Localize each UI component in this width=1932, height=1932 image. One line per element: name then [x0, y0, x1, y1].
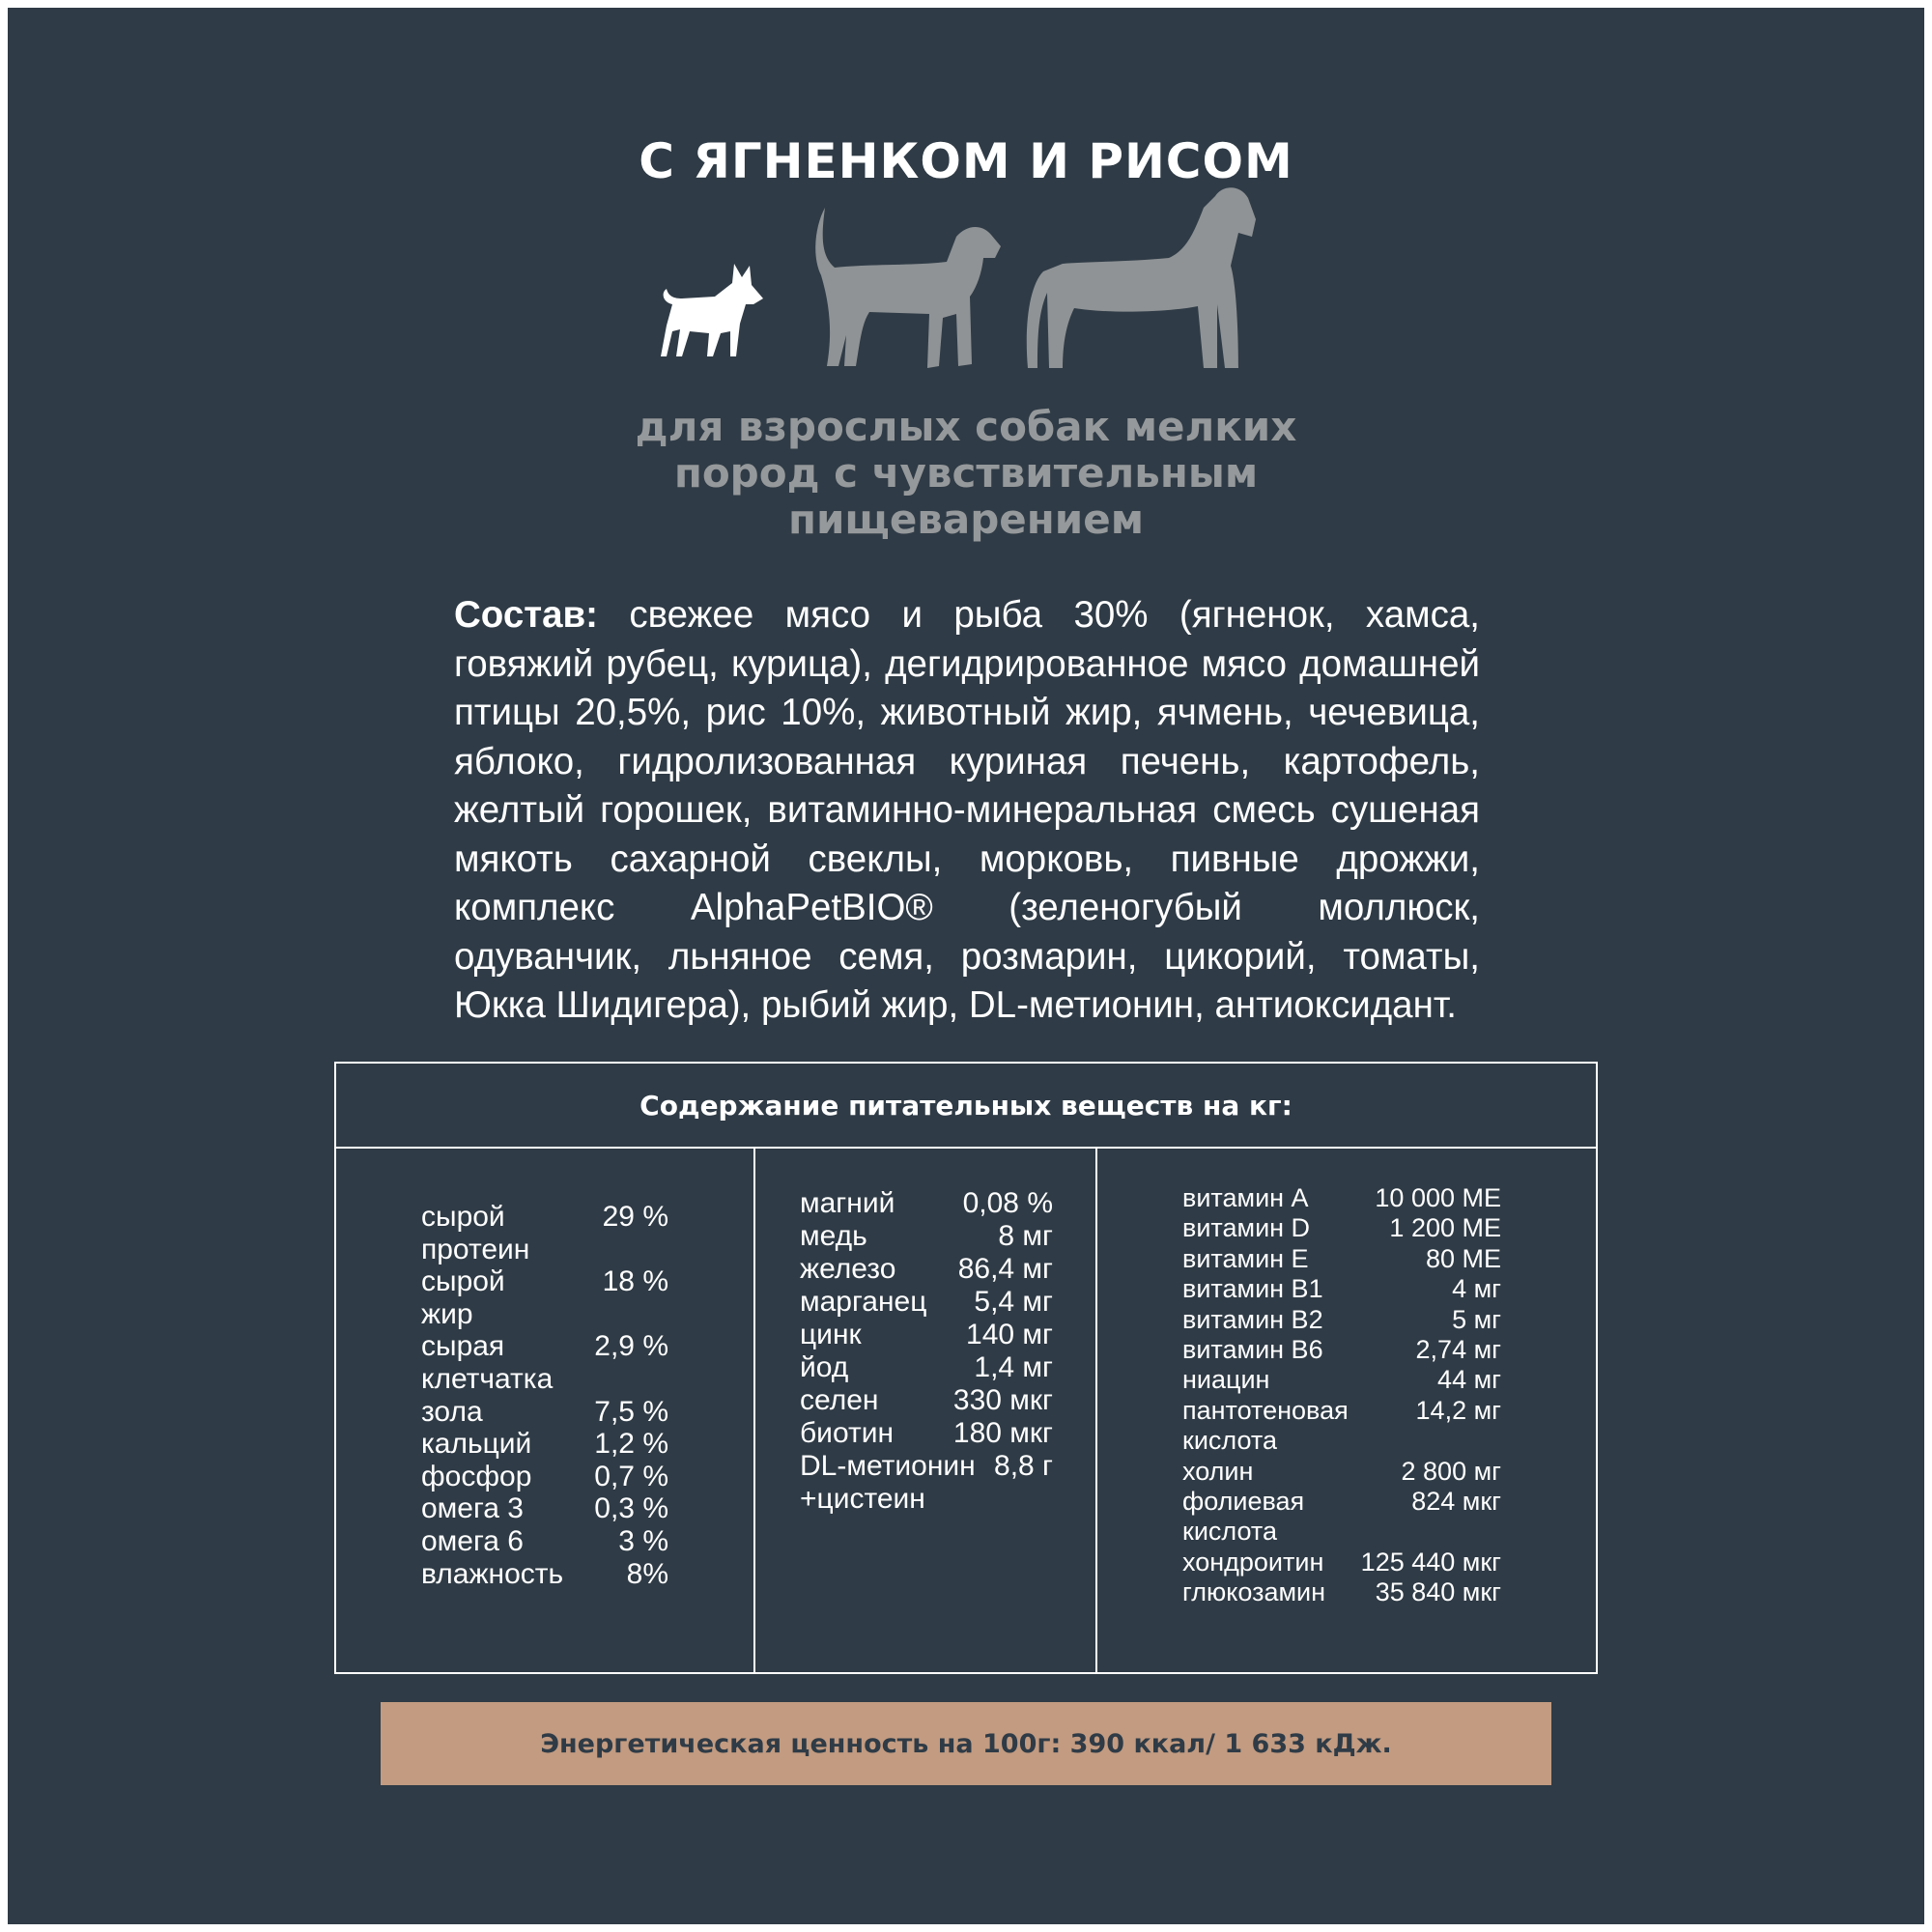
nutrient-name: влажность [421, 1557, 564, 1590]
nutrient-row [1182, 1274, 1501, 1304]
large-dog-icon [1027, 187, 1256, 368]
nutrient-name: кальций [421, 1428, 532, 1461]
nutrient-name: медь [800, 1220, 867, 1252]
nutrient-name: холин [1182, 1456, 1254, 1486]
nutrient-row [1182, 1365, 1501, 1395]
nutrient-row [1182, 1396, 1501, 1457]
nutrient-row [800, 1253, 1053, 1286]
subtitle [0, 404, 1932, 543]
composition-label: Состав: [454, 594, 598, 636]
column-divider [1095, 1149, 1097, 1672]
nutrient-name: витамин B1 [1182, 1274, 1323, 1304]
nutrient-row [421, 1428, 668, 1461]
nutrient-row [800, 1450, 1053, 1516]
nutrient-name: омега 6 [421, 1524, 524, 1557]
nutrient-value: 14,2 мг [1415, 1395, 1501, 1425]
nutrient-value: 80 МЕ [1425, 1243, 1501, 1273]
nutrient-name: витамин D [1182, 1213, 1311, 1243]
nutrient-value: 180 мкг [952, 1417, 1053, 1449]
nutrient-value: 140 мг [966, 1319, 1053, 1350]
nutrient-value: 4 мг [1452, 1274, 1501, 1304]
nutrient-name: глюкозамин [1182, 1577, 1326, 1607]
nutrient-value: 2,74 мг [1415, 1335, 1501, 1365]
nutrient-row [421, 1525, 668, 1558]
nutrient-value: 18 % [602, 1265, 668, 1298]
nutrient-row [421, 1265, 668, 1330]
nutrient-name: DL-метионин +цистеин [800, 1450, 976, 1515]
nutrient-name: витамин E [1182, 1243, 1309, 1273]
nutrient-value: 0,7 % [594, 1460, 668, 1492]
small-dog-icon [661, 264, 763, 356]
nutrient-row [421, 1492, 668, 1525]
nutrients-column-vitamins [1182, 1183, 1501, 1608]
nutrient-row [1182, 1548, 1501, 1577]
nutrient-name: сырой жир [421, 1265, 505, 1330]
nutrient-name: биотин [800, 1417, 895, 1449]
nutrient-value: 1 200 МЕ [1389, 1213, 1501, 1243]
nutrient-name: хондроитин [1182, 1547, 1324, 1577]
nutrient-row [421, 1558, 668, 1591]
nutrient-value: 125 440 мкг [1360, 1547, 1501, 1577]
nutrient-value: 330 мкг [952, 1384, 1053, 1416]
nutrient-row [421, 1201, 668, 1265]
subtitle-line: для взрослых собак мелких [635, 403, 1297, 450]
nutrient-name: цинк [800, 1319, 862, 1350]
nutrient-name: витамин B6 [1182, 1335, 1323, 1365]
nutrient-name: сырой протеин [421, 1201, 530, 1265]
nutrient-row [421, 1461, 668, 1493]
nutrient-row [1182, 1457, 1501, 1487]
nutrient-name: ниацин [1182, 1365, 1270, 1395]
nutrient-name: пантотеновая кислота [1182, 1395, 1349, 1456]
nutrient-row [1182, 1335, 1501, 1365]
nutrient-value: 86,4 мг [957, 1253, 1053, 1285]
nutrient-value: 8% [626, 1557, 668, 1590]
nutrient-name: фосфор [421, 1460, 532, 1492]
nutrient-value: 35 840 мкг [1375, 1577, 1501, 1607]
nutrient-name: зола [421, 1395, 483, 1428]
nutrient-value: 824 мкг [1411, 1487, 1501, 1517]
nutrient-name: фолиевая кислота [1182, 1487, 1305, 1547]
nutrient-value: 29 % [602, 1201, 668, 1233]
column-divider [753, 1149, 755, 1672]
nutrients-column-minerals [800, 1187, 1053, 1516]
nutrient-value: 2 800 мг [1401, 1456, 1501, 1486]
nutrient-value: 3 % [618, 1524, 668, 1557]
nutrient-name: витамин A [1182, 1183, 1309, 1212]
nutrients-column-main [421, 1201, 668, 1590]
nutrient-row [421, 1396, 668, 1429]
nutrient-name: витамин B2 [1182, 1304, 1323, 1334]
nutrient-row [1182, 1213, 1501, 1243]
subtitle-line: пород с чувствительным [673, 449, 1259, 497]
nutrient-row [421, 1330, 668, 1395]
nutrient-row [800, 1417, 1053, 1450]
nutrient-name: йод [800, 1351, 849, 1383]
energy-value-bar: Энергетическая ценность на 100г: 390 ккал/ 1 633 кДж. [381, 1702, 1551, 1785]
nutrient-name: селен [800, 1384, 879, 1416]
nutrient-row [1182, 1305, 1501, 1335]
nutrient-row [800, 1351, 1053, 1384]
nutrient-name: железо [800, 1253, 896, 1285]
nutrient-value: 1,2 % [594, 1428, 668, 1461]
dog-size-icons [657, 179, 1285, 391]
nutrient-value: 1,4 мг [974, 1351, 1053, 1383]
nutrient-row [1182, 1487, 1501, 1548]
nutrient-row [800, 1220, 1053, 1253]
nutrient-row [800, 1384, 1053, 1417]
product-title: С ЯГНЕНКОМ И РИСОМ [639, 133, 1293, 189]
nutrient-value: 5,4 мг [974, 1286, 1053, 1318]
nutrient-value: 7,5 % [594, 1395, 668, 1428]
nutrient-name: марганец [800, 1286, 927, 1318]
nutrient-row [800, 1319, 1053, 1351]
nutrient-name: магний [800, 1187, 895, 1219]
subtitle-line: пищеварением [787, 496, 1145, 543]
nutrients-table [334, 1062, 1598, 1674]
medium-dog-icon [815, 208, 1001, 368]
nutrient-row [1182, 1577, 1501, 1607]
composition-block [454, 591, 1480, 1031]
nutrient-row [800, 1187, 1053, 1220]
nutrient-name: сырая клетчатка [421, 1330, 554, 1395]
nutrient-row [1182, 1183, 1501, 1213]
composition-text: свежее мясо и рыба 30% (ягненок, хамса, говяжий рубец, курица), дегидрированное мясо домашней птицы 20,5%, рис 10%, животный жир, ячмень, чечевица, яблоко, гидролизованная куриная печень, картофель, желтый горошек, витаминно-минеральная смесь сушеная мякоть сахарной свеклы, морковь, пивные дрожжи, комплекс AlphaPetBIO® (зеленогубый моллюск, одуванчик, льняное семя, розмарин, цикорий, томаты, Юкка Шидигера), рыбий жир, DL-метионин, антиоксидант. [454, 594, 1480, 1026]
nutrient-value: 8 мг [998, 1220, 1053, 1252]
nutrient-name: омега 3 [421, 1492, 524, 1525]
nutrients-header: Содержание питательных веществ на кг: [336, 1064, 1596, 1149]
nutrient-value: 0,08 % [962, 1187, 1053, 1219]
nutrient-value: 2,9 % [594, 1330, 668, 1363]
nutrient-row [1182, 1244, 1501, 1274]
nutrient-value: 44 мг [1437, 1365, 1501, 1395]
nutrient-value: 10 000 МЕ [1375, 1183, 1501, 1212]
nutrient-row [800, 1286, 1053, 1319]
nutrient-value: 8,8 г [994, 1450, 1053, 1482]
nutrient-value: 5 мг [1452, 1304, 1501, 1334]
nutrient-value: 0,3 % [594, 1492, 668, 1525]
